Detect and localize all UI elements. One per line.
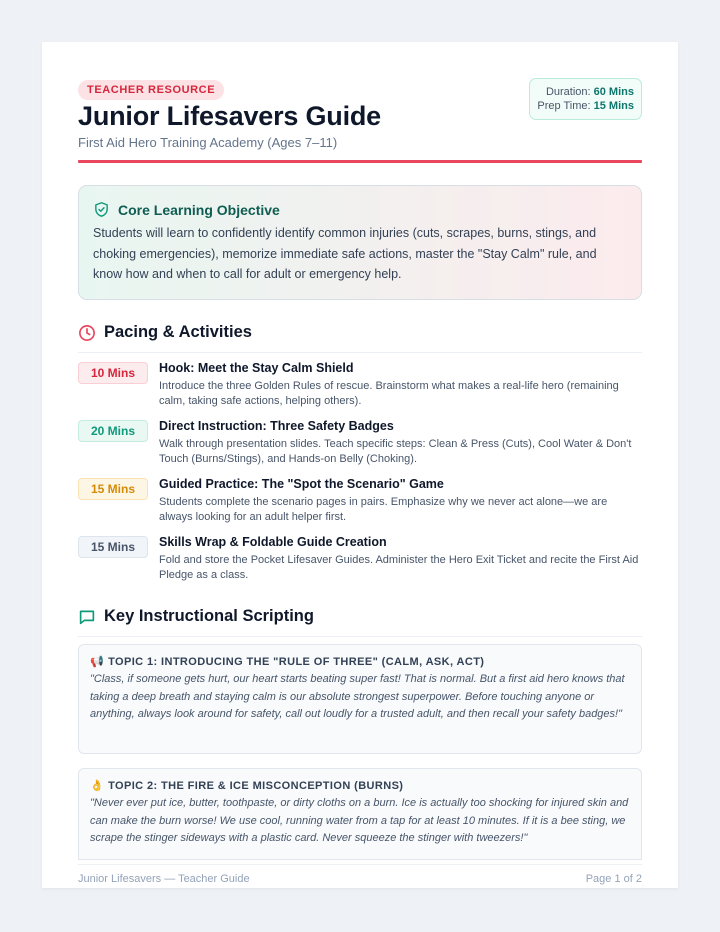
prep-value: 15 Mins bbox=[593, 100, 634, 112]
prep-label: Prep Time: bbox=[537, 100, 591, 112]
script-heading-text: TOPIC 2: THE FIRE & ICE MISCONCEPTION (BURNS) bbox=[108, 779, 404, 792]
objective-card bbox=[78, 185, 642, 300]
objective-text: Students will learn to confidently identify common injuries (cuts, scrapes, burns, stings, and choking emergencies), memorize immediate safe actions, master the "Stay Calm" rule, and know how and when to call for adult or emergency help. bbox=[93, 226, 597, 281]
script-card bbox=[78, 644, 642, 754]
objective-header bbox=[93, 201, 627, 218]
activity-time-pill: 15 Mins bbox=[78, 478, 148, 500]
shield-check-icon bbox=[93, 201, 110, 218]
clock-icon bbox=[78, 324, 96, 342]
activity-time-pill: 10 Mins bbox=[78, 362, 148, 384]
hand-icon: 👌 bbox=[90, 780, 105, 792]
activity-title: Hook: Meet the Stay Calm Shield bbox=[159, 361, 354, 375]
script-heading bbox=[90, 655, 630, 668]
objective-title: Core Learning Objective bbox=[118, 201, 280, 218]
page-subtitle: First Aid Hero Training Academy (Ages 7–11) bbox=[78, 135, 338, 150]
activity-description: Students complete the scenario pages in pairs. Emphasize why we never act alone—we are always looking for an adult helper first. bbox=[159, 496, 608, 523]
script-text: "Class, if someone gets hurt, our heart starts beating super fast! That is normal. But a first aid hero knows that taking a deep breath and staying calm is our absolute strongest superpower. Before touching anyone or anything, always look around for safety, call out loudly for a trusted adult, and then recall your safety badges!" bbox=[90, 673, 625, 720]
prep-line bbox=[537, 99, 634, 113]
page-footer bbox=[78, 864, 642, 885]
activity-title: Skills Wrap & Foldable Guide Creation bbox=[159, 535, 387, 549]
activity-row bbox=[78, 360, 642, 408]
script-card bbox=[78, 768, 642, 860]
activity-title: Direct Instruction: Three Safety Badges bbox=[159, 419, 394, 433]
scripting-title: Key Instructional Scripting bbox=[104, 607, 314, 625]
page-number: Page 1 of 2 bbox=[585, 873, 642, 885]
activity-title: Guided Practice: The "Spot the Scenario" Game bbox=[159, 477, 444, 491]
time-info-box bbox=[529, 78, 642, 120]
activity-description: Introduce the three Golden Rules of rescue. Brainstorm what makes a real-life hero (remaining calm, taking safe actions, helping others). bbox=[159, 380, 619, 407]
activity-row bbox=[78, 476, 642, 524]
pacing-title: Pacing & Activities bbox=[104, 323, 252, 341]
script-text: "Never ever put ice, butter, toothpaste, or dirty cloths on a burn. Ice is actually too shocking for injured skin and can make the burn worse! We use cool, running water from a tap for at least 10 minutes. If it is a bee sting, we scrape the stinger sideways with a plastic card. Never squeeze the stinger with tweezers!" bbox=[90, 797, 629, 844]
document-page bbox=[42, 42, 678, 888]
duration-line bbox=[537, 85, 634, 99]
footer-title: Junior Lifesavers — Teacher Guide bbox=[78, 873, 250, 885]
chat-bubble-icon bbox=[78, 608, 96, 626]
scripting-section-header bbox=[78, 607, 642, 637]
script-heading-text: TOPIC 1: INTRODUCING THE "RULE OF THREE" (CALM, ASK, ACT) bbox=[108, 655, 485, 668]
pacing-section-header bbox=[78, 323, 642, 353]
activity-row bbox=[78, 534, 642, 582]
activity-body bbox=[159, 360, 642, 408]
megaphone-icon: 📢 bbox=[90, 656, 105, 668]
activity-body bbox=[159, 476, 642, 524]
activity-row bbox=[78, 418, 642, 466]
duration-value: 60 Mins bbox=[593, 86, 634, 98]
page-title: Junior Lifesavers Guide bbox=[78, 101, 381, 131]
duration-label: Duration: bbox=[545, 86, 591, 98]
teacher-resource-badge: TEACHER RESOURCE bbox=[78, 80, 224, 100]
activity-body bbox=[159, 534, 642, 582]
activity-body bbox=[159, 418, 642, 466]
activity-time-pill: 20 Mins bbox=[78, 420, 148, 442]
activity-description: Fold and store the Pocket Lifesaver Guides. Administer the Hero Exit Ticket and recite the First Aid Pledge as a class. bbox=[159, 554, 639, 581]
script-heading bbox=[90, 779, 630, 792]
activity-time-pill: 15 Mins bbox=[78, 536, 148, 558]
header-divider bbox=[78, 160, 642, 163]
activity-description: Walk through presentation slides. Teach specific steps: Clean & Press (Cuts), Cool Water & Don't Touch (Burns/Stings), and Hands-on Belly (Choking). bbox=[159, 438, 632, 465]
